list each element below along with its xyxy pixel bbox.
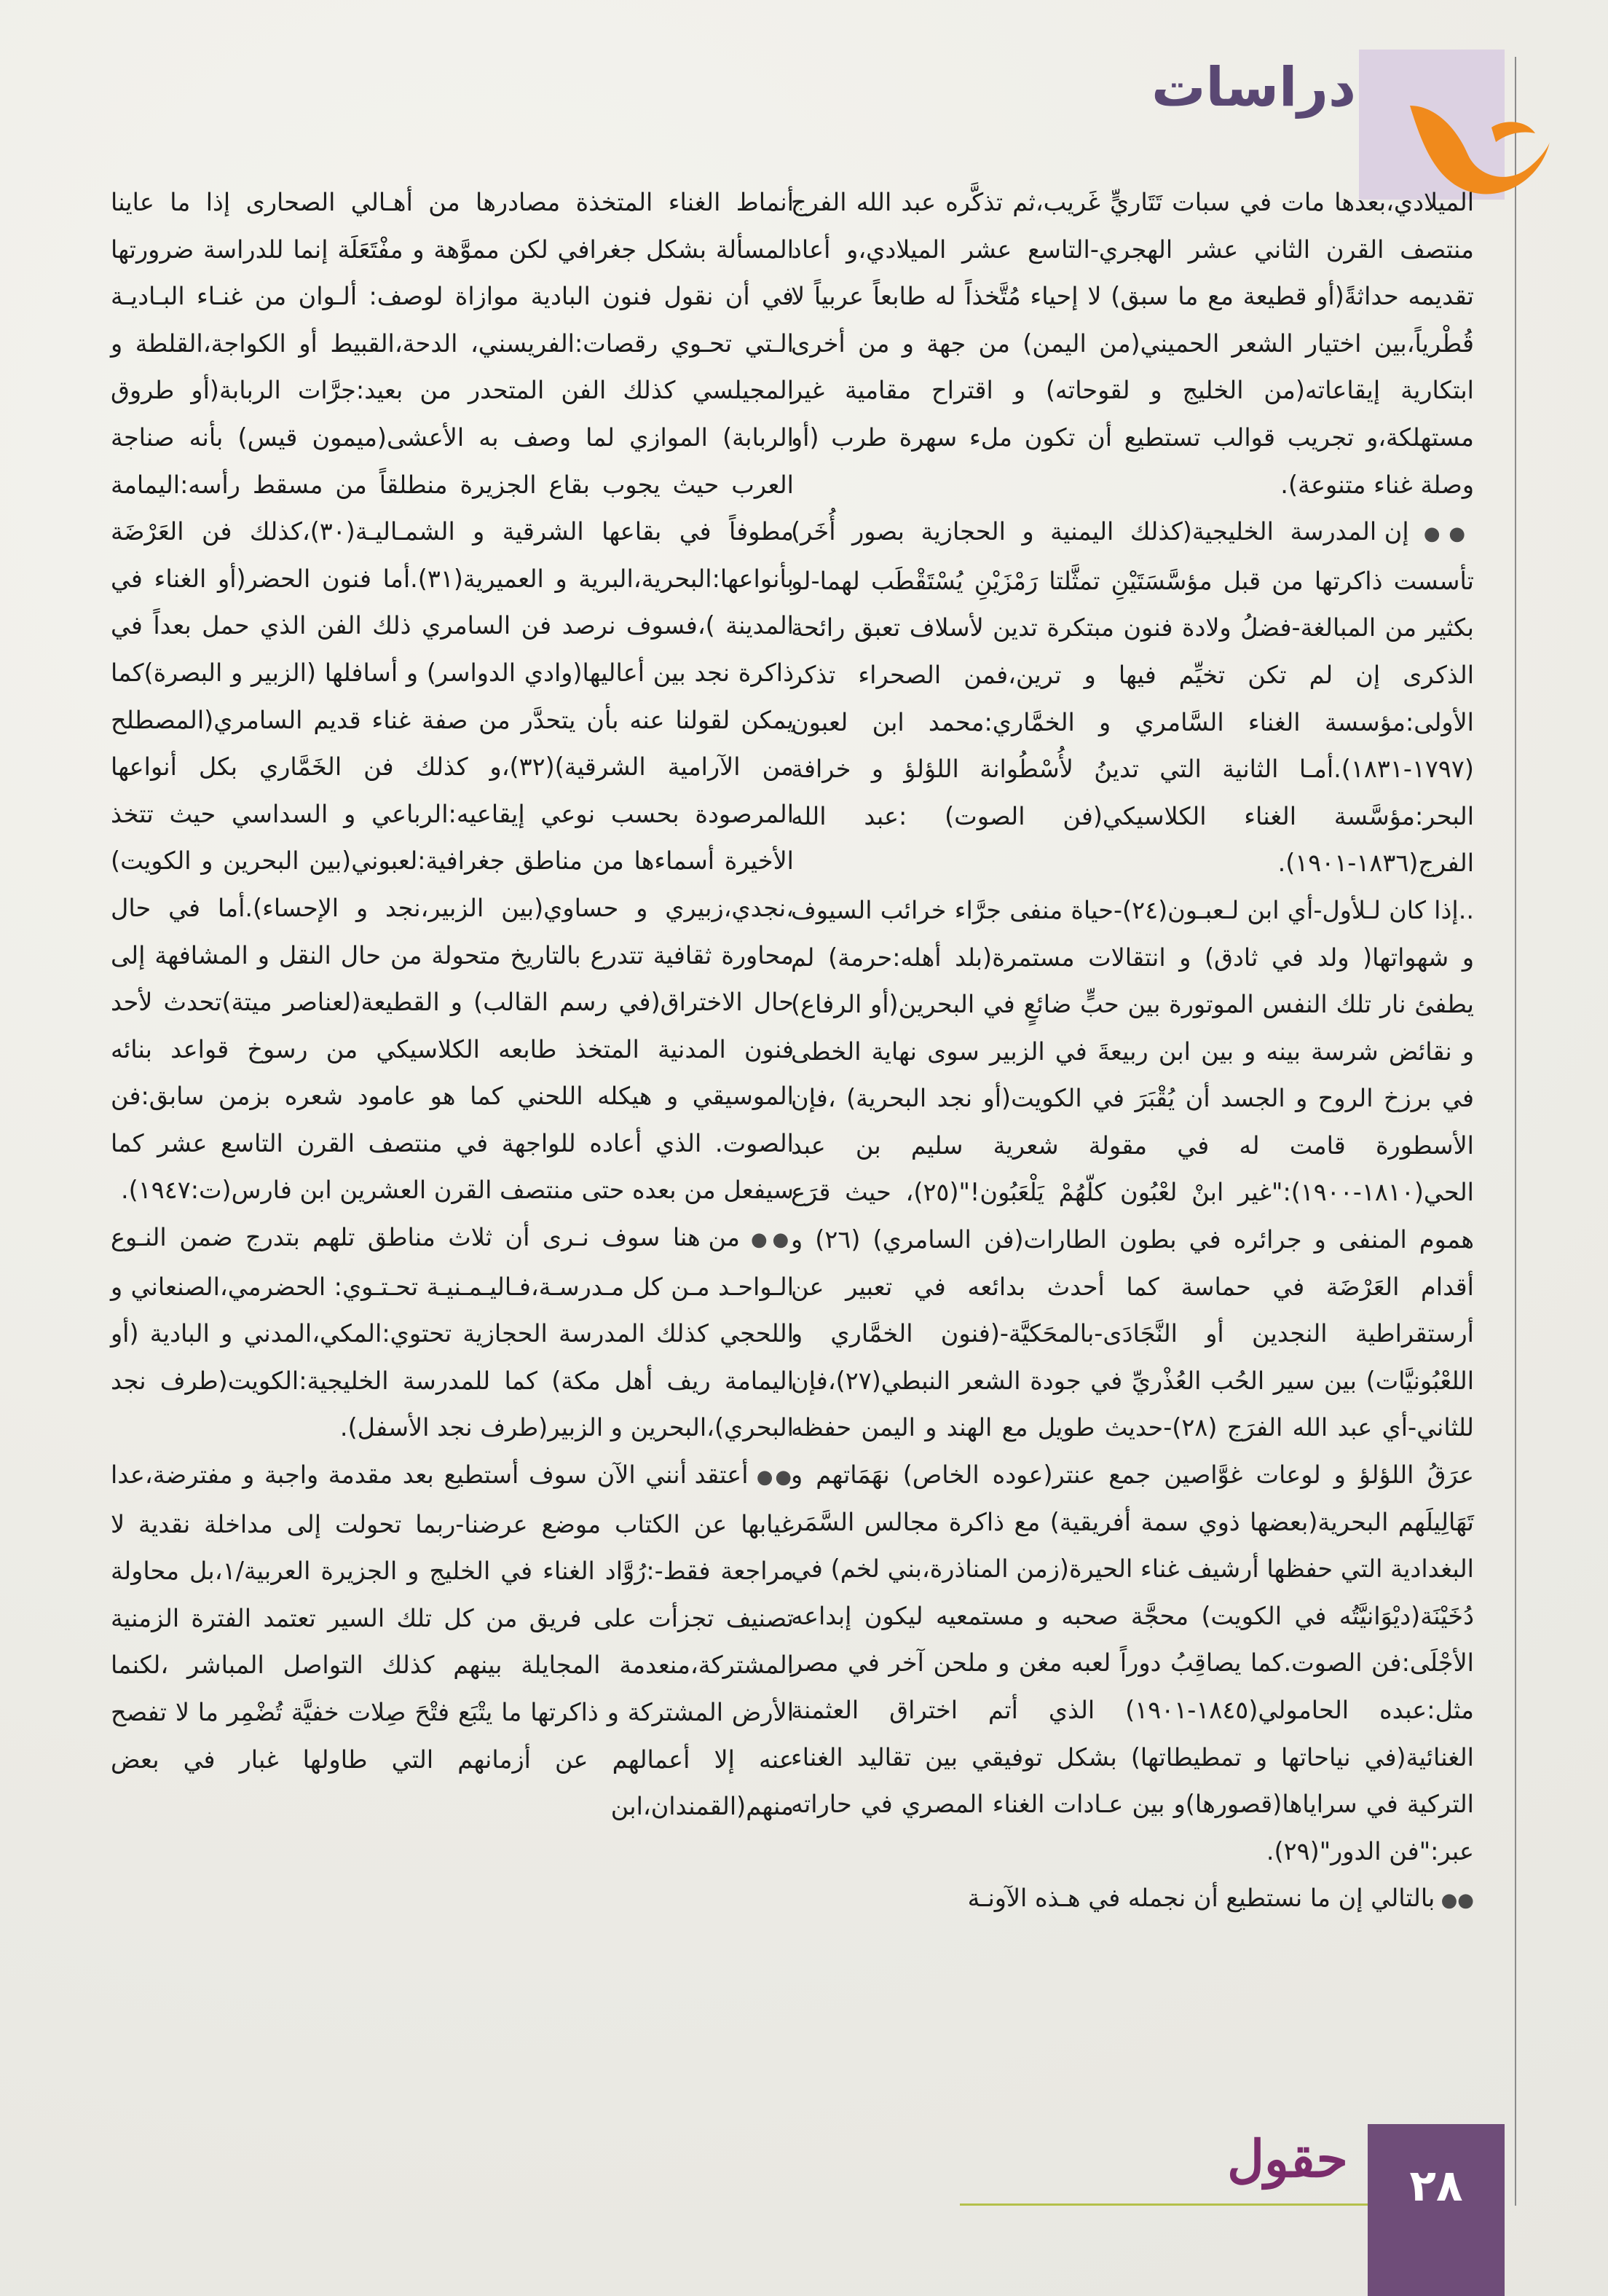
- magazine-logo: حقول: [1227, 2128, 1348, 2189]
- paragraph: [791, 179, 1474, 508]
- paragraph-text: من هنا سوف نـرى أن ثلاث مناطق تلهم بتدرج ضمن النـوع الـواحـد مـن كل مـدرسـة،فـاليـمـنيـة تحـتـوي: الحضرمي،الصنعاني و اللحجي كذلك المدرسة الحجازية تحتوي:المكي،المدني و البادية (أو اليمامة ريف أهل مكة) كما للمدرسة الخليجية:الكويت(طرف نجد البحري)،البحرين و الزبير(طرف نجد الأسفل).: [111, 1223, 794, 1442]
- paragraph: [791, 887, 1474, 1875]
- paragraph-text: أعتقد أنني الآن سوف أستطيع بعد مقدمة واجبة و مفترضة،عدا غيابها عن الكتاب موضع عرضنا-ربما تحولت إلى مداخلة نقدية لا مراجعة فقط-:رُوَّاد الغناء في الخليج و الجزيرة العربية/١،بل محاولة تصنيف تجزأت على فريق من كل تلك السير تعتمد الفترة الزمنية المشتركة،منعدمة المجايلة بينهم كذلك التواصل المباشر ،لكنما الأرض المشتركة و ذاكرتها ما يتْبَع فتْحَ صِلات خفيَّة تُضْمِر ما لا تفصح عنه إلا أعمالهم عن أزمانهم التي طاولها غبار في بعض منهم(القمندان،ابن: [111, 1460, 794, 1821]
- paragraph-text: ..إذا كان لـلأول-أي ابن لـعبـون(٢٤)-حياة منفى جرَّاء خرائب السيوف و شهواتها( ولد في ثادق) و انتقالات مستمرة(بلد أهله:حرمة) لم يطفئ نار تلك النفس الموتورة بين حبٍّ ضائعٍ في البحرين(أو الرفاع) و نقائض شرسة بينه و بين ابن ربيعةَ في الزبير سوى نهاية الخطى في برزخ الروح و الجسد أن يُقْبَرَ في الكويت(أو نجد البحرية) ،فإن الأسطورة قامت له في مقولة شعرية سليم بن عبد الحي(١٨١٠-١٩٠٠):"غير ابنْ لعْبُون كلّهُمْ يَلْعَبُون!"(٢٥)، حيث قرَع هموم المنفى و جرائره في بطون الطارات(فن السامري) (٢٦) و أقدام العَرْضَة في حماسة كما أحدث بدائعه في تعبير عن أرستقراطية النجدين أو النَّجَادَى-بالمحَكيَّة-(فنون الخمَّاري و اللعْبُونيَّات) بين سير الحُب العُذْريِّ في جودة الشعر النبطي(٢٧)،فإن للثاني-أي عبد الله الفرَج (٢٨)-حديث طويل مع الهند و اليمن حفظه عرَقُ اللؤلؤ و لوعات غوَّاصين جمع عنتر(عوده الخاص) نهَمَاتهم و تَهَالِيلَهم البحرية(بعضها ذوي سمة أفريقية) مع ذاكرة مجالس السَّمَر البغدادية التي حفظها أرشيف غناء الحيرة(زمن المناذرة،بني لخم) في دُخَيْنَة(ديْوَانيَّتُه في الكويت) محجَّة صحبه و مستمعيه ليكون إبداعه الأجْلَى:فن الصوت.كما يصاقِبُ دوراً لعبه مغن و ملحن آخر في مصر مثل:عبده الحامولي(١٨٤٥-١٩٠١) الذي أتم اختراق العثمنة الغنائية(في نياحاتها و تمطيطاتها) بشكل توفيقي بين تقاليد الغناء التركية في سراياها(قصورها)و بين عـادات الغناء المصري في حاراته عبر:"فن الدور"(٢٩).: [791, 895, 1474, 1866]
- vertical-rule: [1515, 57, 1516, 2206]
- page-number: ٢٨: [1409, 2161, 1463, 2212]
- text-column-left: [111, 179, 794, 1831]
- paragraph: [111, 1214, 794, 1452]
- text-column-right: [791, 179, 1474, 1925]
- paragraph: [791, 508, 1474, 887]
- page-number-box: [1368, 2124, 1505, 2296]
- paragraph: [111, 179, 794, 1214]
- bullet-dots-icon: ●●: [739, 1229, 794, 1251]
- footer-rule: [960, 2203, 1368, 2206]
- bullet-dots-icon: ●●: [1408, 523, 1475, 546]
- paragraph: [111, 1452, 794, 1831]
- paragraph: [791, 1875, 1474, 1925]
- paragraph-text: الميلادي،بعدها مات في سبات تَتَاريٍّ غَريب،ثم تذكَّره عبد الله الفرج منتصف القرن الثاني عشر الهجري-التاسع عشر الميلادي،و أعاد تقديمه حداثةً(أو قطيعة مع ما سبق) لا إحياء مُتَّخذاً له طابعاً عربياً لا قُطْرياً،بين اختيار الشعر الحميني(من اليمن) من جهة و من أخرى ابتكارية إيقاعاته(من الخليج و لقوحاته) و اقتراح مقامية غير مستهلكة،و تجريب قوالب تستطيع أن تكون ملء سهرة طرب (أو وصلة غناء متنوعة).: [791, 188, 1474, 499]
- paragraph-text: إن المدرسة الخليجية(كذلك اليمنية و الحجازية بصور أُخَر) تأسست ذاكرتها من قبل مؤسَّسَتَيْنِ تمثَّلتا رَمْزَيْنِ يُسْتَقْطَب لهما-لو بكثير من المبالغة-فضلُ ولادة فنون مبتكرة تدين لأسلاف تعبق رائحة الذكرى إن لم تكن تخيِّم فيها و ترين،فمن الصحراء تذكر الأولى:مؤسسة الغناء السَّامري و الخمَّاري:محمد ابن لعبون (١٧٩٧-١٨٣١).أمـا الثانية التي تدينُ لأُسْطُوانة اللؤلؤ و خرافة البحر:مؤسَّسة الغناء الكلاسيكي(فن الصوت) :عبد الله الفرج(١٨٣٦-١٩٠١).: [791, 517, 1474, 878]
- bullet-dots-icon: ●●: [748, 1466, 794, 1489]
- section-title: دراسات: [1151, 56, 1356, 119]
- bullet-dots-icon: ●●: [1435, 1890, 1474, 1912]
- paragraph-text: أنماط الغناء المتخذة مصادرها من أهـالي الصحارى إذا ما عاينا المسألة بشكل جغرافي لكن مموَّهة و مفْتَعَلَة إنما للدراسة ضرورتها في أن نقول فنون البادية موازاة لوصف: ألـوان من غنـاء البـاديـة الـتي تحـوي رقصات:الفريسني، الدحة،القبيط أو الكواجة،القلطة و المجيلسي كذلك الفن المتحدر من بعيد:جرَّات الربابة(أو طروق الربابة) الموازي لما وصف به الأعشى(ميمون قيس) بأنه صناجة العرب حيث يجوب بقاع الجزيرة منطلقاً من مسقط رأسه:اليمامة مطوفاً في بقاعها الشرقية و الشمـاليـة(٣٠)،كذلك فن العَرْضَة بأنواعها:البحرية،البرية و العميرية(٣١).أما فنون الحضر(أو الغناء في المدينة )،فسوف نرصد فن السامري ذلك الفن الذي حمل بعداً في ذاكرة نجد بين أعاليها(وادي الدواسر) و أسافلها (الزبير و البصرة)كما يمكن لقولنا عنه بأن يتحدَّر من صفة غناء قديم السامري(المصطلح من الآرامية الشرقية)(٣٢)،و كذلك فن الخَمَّاري بكل أنواعها المرصودة بحسب نوعي إيقاعيه:الرباعي و السداسي حيث تتخذ الأخيرة أسماءها من مناطق جغرافية:لعبوني(بين البحرين و الكويت) ،نجدي،زبيري و حساوي(بين الزبير،نجد و الإحساء).أما في حال محاورة ثقافية تتدرع بالتاريخ متحولة من حال النقل و المشافهة إلى حال الاختراق(في رسم القالب) و القطيعة(لعناصر ميتة)تحدث لأحد فنون المدنية المتخذ طابعه الكلاسيكي من رسوخ قواعد بنائه الموسيقي و هيكله اللحني كما هو عامود شعره بزمن سابق:فن الصوت. الذي أعاده للواجهة في منتصف القرن التاسع عشر كما سيفعل من بعده حتى منتصف القرن العشرين ابن فارس(ت:١٩٤٧).: [111, 188, 795, 1205]
- paragraph-text: بالتالي إن ما نستطيع أن نجمله في هـذه الآونـة: [967, 1884, 1435, 1913]
